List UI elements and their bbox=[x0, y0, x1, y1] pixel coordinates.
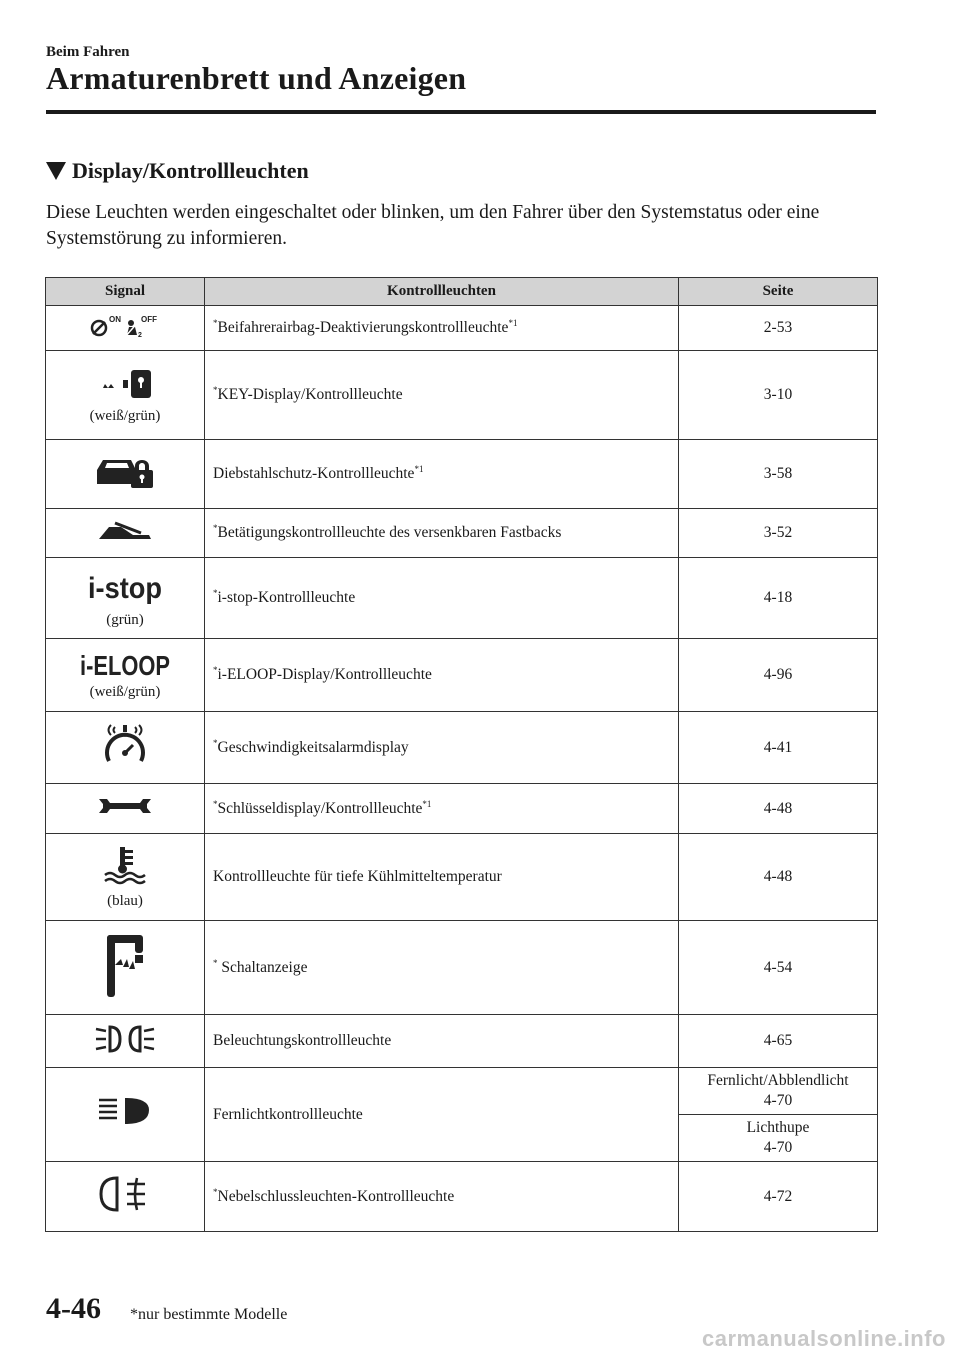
svg-text:i-ELOOP: i-ELOOP bbox=[80, 650, 170, 681]
page-ref: 3-10 bbox=[679, 351, 878, 440]
shift-indicator-icon bbox=[97, 929, 153, 1006]
speed-alarm-icon bbox=[101, 721, 149, 774]
indicator-name: Nebelschlussleuchten-Kontrollleuchte bbox=[217, 1188, 455, 1206]
table-row: (weiß/grün) *KEY-Display/Kontrollleuchte 3-10 bbox=[46, 351, 878, 440]
table-row bbox=[46, 1015, 878, 1068]
page-ref: 3-58 bbox=[679, 440, 878, 509]
passenger-airbag-on-off-icon bbox=[89, 313, 161, 344]
page-ref: 3-52 bbox=[679, 509, 878, 558]
indicator-name: Kontrollleuchte für tiefe Kühlmitteltemperatur bbox=[213, 868, 502, 885]
rear-fog-light-icon bbox=[97, 1174, 153, 1219]
indicator-name: Beifahrerairbag-Deaktivierungskontrollleuchte bbox=[217, 319, 509, 337]
indicator-name: i-stop-Kontrollleuchte bbox=[217, 589, 356, 607]
page-title: Armaturenbrett und Anzeigen bbox=[46, 60, 467, 96]
indicator-name: Geschwindigkeitsalarmdisplay bbox=[217, 739, 409, 757]
col-header-page: Seite bbox=[679, 278, 878, 306]
table-row: i-ELOOP (weiß/grün) *i-ELOOP-Display/Kontrollleuchte 4-96 bbox=[46, 639, 878, 712]
col-header-signal: Signal bbox=[46, 278, 205, 306]
subsection-heading bbox=[46, 158, 309, 184]
page-ref: 4-18 bbox=[679, 558, 878, 639]
table-row bbox=[46, 1068, 878, 1115]
color-note: (blau) bbox=[107, 892, 143, 909]
page-ref: 2-53 bbox=[679, 306, 878, 351]
indicator-name: i-ELOOP-Display/Kontrollleuchte bbox=[217, 666, 432, 684]
indicator-table bbox=[45, 277, 878, 1232]
svg-text:2: 2 bbox=[138, 331, 142, 339]
table-header-row bbox=[46, 278, 878, 306]
wrench-icon bbox=[97, 795, 153, 822]
color-note: (weiß/grün) bbox=[89, 684, 161, 700]
section-label: Beim Fahren bbox=[46, 44, 130, 60]
i-stop-icon bbox=[85, 568, 165, 609]
table-row bbox=[46, 834, 878, 921]
svg-text:OFF: OFF bbox=[141, 314, 157, 324]
lights-on-icon bbox=[94, 1023, 156, 1060]
page-ref: 4-48 bbox=[679, 784, 878, 834]
indicator-name: KEY-Display/Kontrollleuchte bbox=[217, 386, 403, 404]
indicator-name: Schlüsseldisplay/Kontrollleuchte bbox=[217, 800, 423, 818]
table-row: i-stop (grün) *i-stop-Kontrollleuchte 4-18 bbox=[46, 558, 878, 639]
col-header-lights: Kontrollleuchten bbox=[205, 278, 679, 306]
svg-text:i-stop: i-stop bbox=[88, 571, 162, 605]
page-ref: 4-48 bbox=[679, 834, 878, 921]
key-icon bbox=[95, 366, 155, 405]
color-note: (weiß/grün) bbox=[89, 407, 161, 424]
indicator-name: Schaltanzeige bbox=[217, 959, 308, 977]
svg-text:ON: ON bbox=[109, 314, 121, 324]
page-ref: 4-65 bbox=[679, 1015, 878, 1068]
page-ref: 4-54 bbox=[679, 921, 878, 1015]
table-row: * Schaltanzeige 4-54 bbox=[46, 921, 878, 1015]
page-ref: 4-72 bbox=[679, 1162, 878, 1232]
intro-paragraph: Diese Leuchten werden eingeschaltet oder blinken, um den Fahrer über den Systemstatus oder eine Systemstörung zu informieren. bbox=[46, 202, 820, 249]
table-row: *Betätigungskontrollleuchte des versenkbaren Fastbacks 3-52 bbox=[46, 509, 878, 558]
table-row: *Schlüsseldisplay/Kontrollleuchte$^{*1}$ 4-48 bbox=[46, 784, 878, 834]
header-rule bbox=[46, 110, 876, 114]
page-number: 4-46 bbox=[46, 1292, 101, 1325]
indicator-name: Diebstahlschutz-Kontrollleuchte bbox=[213, 465, 415, 483]
page-ref-high-low: Fernlicht/Abblendlicht 4-70 bbox=[679, 1068, 878, 1115]
i-eloop-icon bbox=[77, 649, 173, 684]
retractable-fastback-icon bbox=[95, 519, 155, 548]
indicator-name: Fernlichtkontrollleuchte bbox=[213, 1105, 363, 1123]
page-ref: 4-96 bbox=[679, 639, 878, 712]
footnote: *nur bestimmte Modelle bbox=[130, 1306, 288, 1323]
indicator-name: Betätigungskontrollleuchte des versenkbaren Fastbacks bbox=[217, 524, 562, 542]
table-row: *Geschwindigkeitsalarmdisplay 4-41 bbox=[46, 712, 878, 784]
car-lock-icon bbox=[95, 454, 155, 495]
low-coolant-temperature-icon bbox=[101, 845, 149, 890]
table-row: Diebstahlschutz-Kontrollleuchte$^{*1}$ 3-58 bbox=[46, 440, 878, 509]
indicator-name: Beleuchtungskontrollleuchte bbox=[213, 1032, 392, 1049]
page-ref: 4-41 bbox=[679, 712, 878, 784]
triangle-bullet-icon bbox=[46, 162, 66, 180]
table-row: *Nebelschlussleuchten-Kontrollleuchte 4-72 bbox=[46, 1162, 878, 1232]
watermark: carmanualsonline.info bbox=[702, 1326, 946, 1351]
page-ref-flash: Lichthupe 4-70 bbox=[679, 1115, 878, 1162]
table-row: ON OFF 2 *Beifahrerairbag-Deaktivierungskontrollleuchte$^{*1}$ 2-53 bbox=[46, 306, 878, 351]
high-beam-icon bbox=[97, 1096, 153, 1133]
color-note: (grün) bbox=[106, 611, 144, 628]
subsection-title: Display/Kontrollleuchten bbox=[72, 158, 309, 183]
